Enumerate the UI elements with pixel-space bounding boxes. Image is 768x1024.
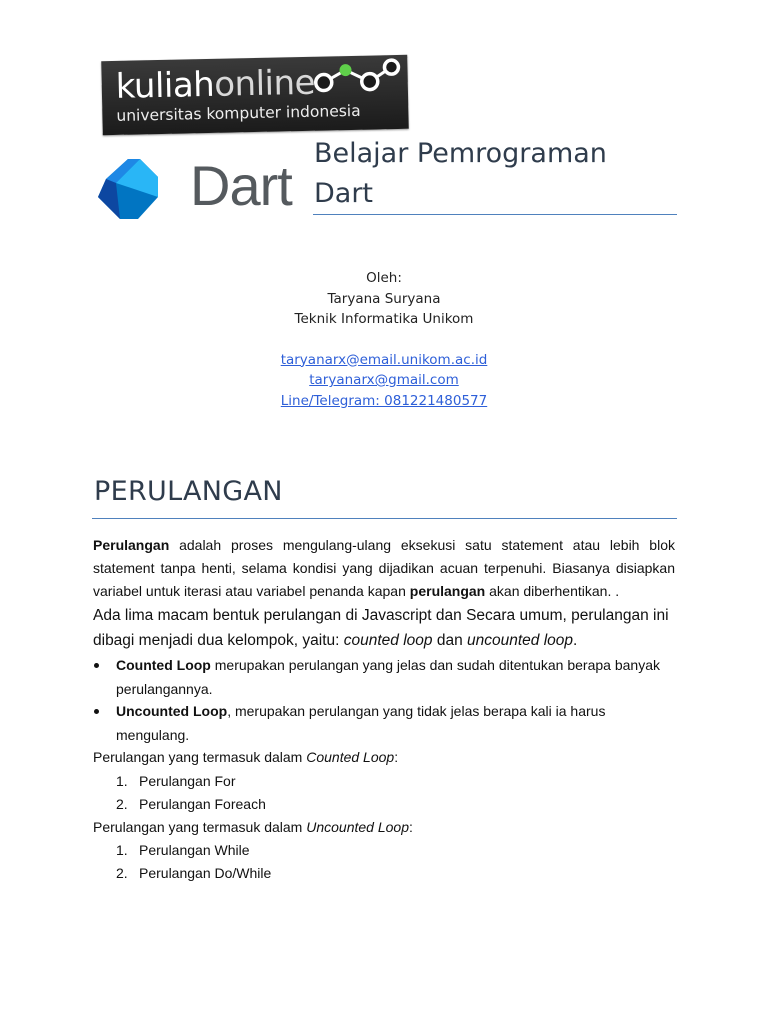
bullet-icon — [94, 663, 99, 668]
dart-mark-icon — [96, 157, 162, 221]
author-by-label: Oleh: — [366, 270, 402, 286]
section-divider — [92, 518, 677, 519]
document-title — [314, 134, 684, 214]
loop-types-paragraph: Ada lima macam bentuk perulangan di Javascript dan Secara umum, perulangan ini dibagi menjadi dua kelompok, yaitu: counted loop dan uncounted loop. — [93, 607, 669, 649]
list-item: 2. Perulangan Foreach — [116, 796, 266, 812]
dart-logo — [96, 154, 306, 221]
bullet-icon — [94, 709, 99, 714]
logo-brand-text: kuliahonline — [115, 62, 316, 107]
spacer — [200, 330, 568, 350]
contact-link[interactable]: Line/Telegram: 081221480577 — [280, 392, 488, 409]
list-item: Counted Loop merupakan perulangan yang jelas dan sudah ditentukan berapa banyak perulangannya. — [116, 654, 678, 701]
list-item: 1. Perulangan For — [116, 773, 236, 789]
list-item: 1. Perulangan While — [116, 842, 250, 858]
counted-group-label: Perulangan yang termasuk dalam Counted Loop: — [93, 749, 399, 765]
uncounted-group-label: Perulangan yang termasuk dalam Uncounted Loop: — [93, 819, 413, 835]
network-nodes-icon — [309, 57, 410, 103]
list-item: 2. Perulangan Do/While — [116, 865, 272, 881]
email-link-gmail[interactable]: taryanarx@gmail.com — [309, 372, 459, 388]
author-block — [200, 268, 568, 411]
logo-tagline: universitas komputer indonesia — [116, 101, 361, 125]
title-line-2: Dart — [314, 178, 374, 209]
author-affiliation: Teknik Informatika Unikom — [294, 311, 474, 327]
list-item: Uncounted Loop, merupakan perulangan yang tidak jelas berapa kali ia harus mengulang. — [116, 700, 678, 747]
intro-paragraph: Perulangan adalah proses mengulang-ulang eksekusi satu statement atau lebih blok statement tanpa henti, selama kondisi yang dijadikan acuan terpenuhi. Biasanya disiapkan variabel untuk iterasi atau variabel penanda kapan perulangan akan diberhentikan. . — [93, 537, 675, 599]
author-name: Taryana Suryana — [327, 290, 441, 307]
title-line-1: Belajar Pemrograman — [314, 138, 607, 169]
kuliahonline-logo — [101, 55, 408, 135]
email-link-unikom[interactable]: taryanarx@email.unikom.ac.id — [280, 351, 488, 368]
section-heading: PERULANGAN — [94, 476, 283, 507]
title-divider — [313, 214, 677, 215]
dart-wordmark: Dart — [190, 154, 292, 217]
